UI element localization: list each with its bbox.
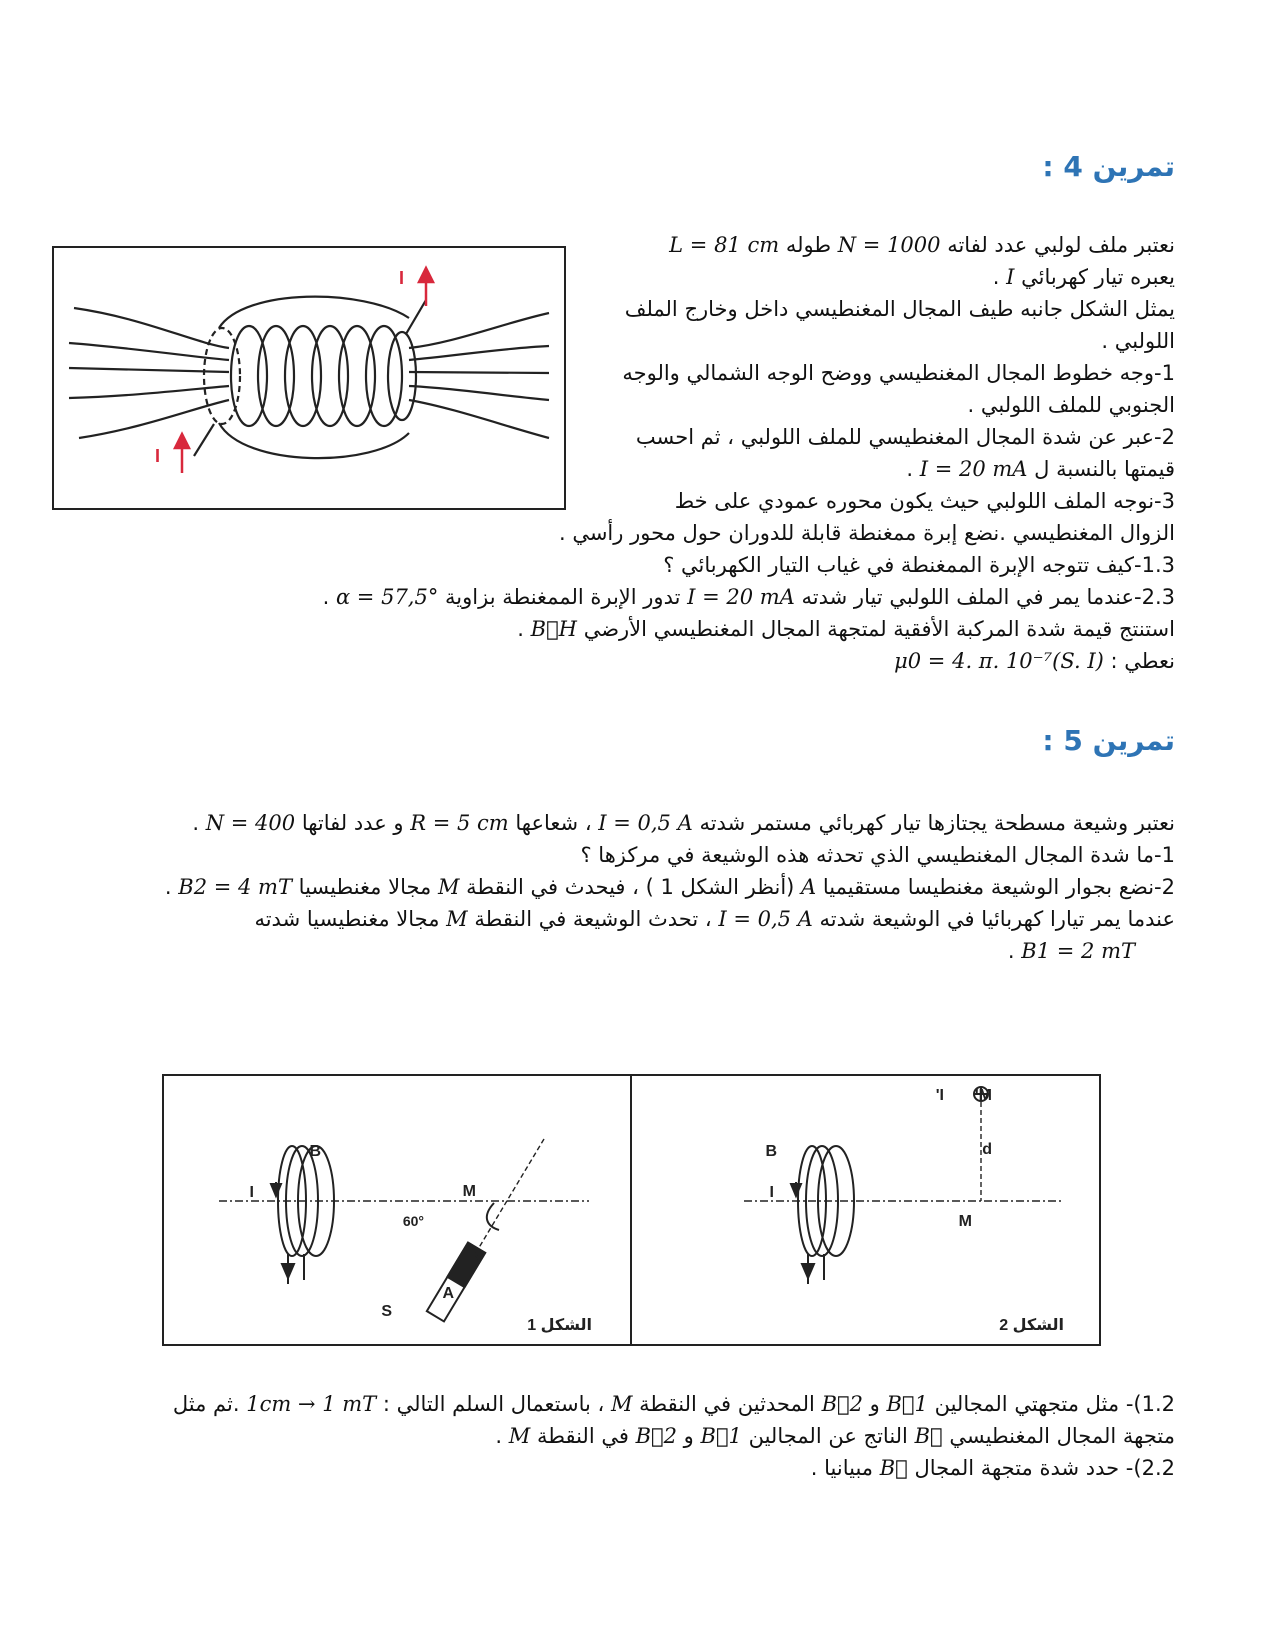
- fig2-label-Mprime: M': [974, 1087, 992, 1104]
- text: (أنظر الشكل 1 ) ، فيحدث في النقطة: [466, 875, 795, 899]
- text: ، باستعمال السلم التالي :: [382, 1392, 605, 1416]
- text: يعبره تيار كهربائي: [1021, 265, 1175, 289]
- text: .: [322, 585, 330, 609]
- ex4-line-3: يمثل الشكل جانبه طيف المجال المغنطيسي داخل وخارج الملف: [624, 297, 1175, 321]
- ex5-q22-line: [811, 1452, 1175, 1484]
- field-line: [219, 423, 409, 458]
- ex4-line-5: 1-وجه خطوط المجال المغنطيسي ووضح الوجه الشمالي والوجه: [622, 361, 1175, 385]
- fig1-label-N: N: [470, 1248, 482, 1265]
- coil-turn: [366, 326, 402, 426]
- math-M: M: [610, 1392, 633, 1416]
- text: 2.3-عندما يمر في الملف اللولبي تيار شدته: [801, 585, 1175, 609]
- fig1-label-B: B: [309, 1143, 321, 1160]
- fig2-label-M: M: [958, 1213, 972, 1230]
- exercise-5-title: تمرين 5 :: [1042, 724, 1175, 757]
- field-line: [409, 372, 549, 373]
- text: 1.2)- مثل متجهتي المجالين: [934, 1392, 1175, 1416]
- ex4-line-11: 1.3-كيف تتوجه الإبرة الممغنطة في غياب التيار الكهربائي ؟: [663, 553, 1175, 577]
- ex4-line-1: [669, 229, 1175, 261]
- ex4-line-8: [906, 453, 1175, 485]
- math-I: I = 20 mA: [687, 585, 795, 609]
- fig1-label-I: I: [249, 1184, 254, 1201]
- field-line: [409, 313, 549, 348]
- ex5-line-1: [192, 807, 1175, 839]
- math-alpha: α = 57,5°: [335, 585, 439, 609]
- text: .: [906, 457, 914, 481]
- text: نعطي :: [1110, 649, 1175, 673]
- text: .: [495, 1424, 503, 1448]
- ex4-line-10: الزوال المغنطيسي .نضع إبرة ممغنطة قابلة للدوران حول محور رأسي .: [558, 521, 1175, 545]
- solenoid-field-lines-drawing: [54, 248, 564, 508]
- ex4-line-4: اللولبي .: [1101, 329, 1175, 353]
- math-M: M: [508, 1424, 531, 1448]
- math-M: M: [446, 907, 468, 931]
- math-B2: B⃗2: [821, 1392, 863, 1416]
- coil-turn: [285, 326, 321, 426]
- fig1-label-angle: 60°: [402, 1213, 424, 1229]
- text: قيمتها بالنسبة ل: [1034, 457, 1175, 481]
- math-BH: B⃗H: [530, 617, 577, 641]
- math-R: R = 5 cm: [410, 811, 509, 835]
- current-arrow-down: [802, 1264, 814, 1278]
- ex4-line-9: 3-نوجه الملف اللولبي حيث يكون محوره عمودي على خط: [674, 489, 1175, 513]
- math-scale: 1cm → 1 mT: [246, 1392, 377, 1416]
- ex5-line-3: [165, 871, 1175, 903]
- math-B1: B⃗1: [886, 1392, 928, 1416]
- coil-turn: [339, 326, 375, 426]
- fig1-label-M: M: [462, 1183, 476, 1200]
- ex5-line-5: [1008, 935, 1135, 967]
- fig2-label-d: d: [982, 1141, 992, 1158]
- text: في النقطة: [536, 1424, 629, 1448]
- text: ، شعاعها: [515, 811, 592, 835]
- text: .: [517, 617, 524, 641]
- text: .: [164, 875, 172, 899]
- text: و: [869, 1392, 880, 1416]
- field-line: [79, 400, 229, 438]
- exercise-4-title: تمرين 4 :: [1042, 150, 1175, 183]
- current-arrow-down: [282, 1264, 294, 1278]
- fig2-caption: الشكل 2: [999, 1317, 1064, 1334]
- text: .: [192, 811, 200, 835]
- text: و: [683, 1424, 694, 1448]
- text: .: [992, 265, 1000, 289]
- current-label-top: I: [398, 268, 404, 288]
- text: استنتج قيمة شدة المركبة الأفقية لمتجهة المجال المغنطيسي الأرضي: [583, 617, 1175, 641]
- coil-figures-drawing: [164, 1076, 1099, 1344]
- text: تدور الإبرة الممغنطة بزاوية: [445, 585, 681, 609]
- math-N: N = 400: [205, 811, 296, 835]
- math-mu0: μ0 = 4. π. 10⁻⁷(S. I): [894, 649, 1104, 673]
- coil-turn: [258, 326, 294, 426]
- math-N: N = 1000: [837, 233, 941, 257]
- text: طوله: [785, 233, 832, 257]
- math-A: A: [801, 875, 817, 899]
- solenoid-figure: [52, 246, 566, 510]
- text: مجالا مغنطيسيا: [298, 875, 432, 899]
- text: 2-نضع بجوار الوشيعة مغنطيسا مستقيميا: [822, 875, 1175, 899]
- field-line: [219, 297, 409, 328]
- math-L: L = 81 cm: [669, 233, 780, 257]
- math-M: M: [437, 875, 460, 899]
- ex5-q12-line-1: [173, 1388, 1175, 1420]
- math-I: I = 0,5 A: [598, 811, 693, 835]
- math-B1: B1 = 2 mT: [1021, 939, 1135, 963]
- fig1-label-S: S: [381, 1303, 392, 1320]
- field-line: [409, 400, 549, 438]
- text: نعتبر ملف لولبي عدد لفاته: [947, 233, 1175, 257]
- coil-turn: [312, 326, 348, 426]
- figure-1: [219, 1139, 589, 1321]
- text: الناتج عن المجالين: [748, 1424, 908, 1448]
- fig2-label-I: I: [769, 1184, 774, 1201]
- math-I: I: [1006, 265, 1015, 289]
- ex4-line-6: الجنوبي للملف اللولبي .: [967, 393, 1175, 417]
- text: متجهة المجال المغنطيسي: [949, 1424, 1175, 1448]
- ex4-line-2: [993, 261, 1175, 293]
- current-label-bottom: I: [154, 446, 160, 466]
- text: مجالا مغنطيسيا شدته: [254, 907, 440, 931]
- text: 2.2)- حدد شدة متجهة المجال: [914, 1456, 1175, 1480]
- fig2-label-Iprime: I': [935, 1087, 944, 1104]
- text: عندما يمر تيارا كهربائيا في الوشيعة شدته: [819, 907, 1175, 931]
- math-I: I = 20 mA: [919, 457, 1028, 481]
- math-B: B⃗: [879, 1456, 908, 1480]
- fig1-label-A: A: [442, 1285, 454, 1302]
- ex4-line-13: [517, 613, 1175, 645]
- text: مبيانيا .: [810, 1456, 874, 1480]
- ex5-line-4: [254, 903, 1175, 935]
- math-B2: B2 = 4 mT: [178, 875, 292, 899]
- math-B: B⃗: [914, 1424, 943, 1448]
- math-B1: B⃗1: [700, 1424, 742, 1448]
- text: نعتبر وشيعة مسطحة يجتازها تيار كهربائي مستمر شدته: [699, 811, 1175, 835]
- math-I: I = 0,5 A: [718, 907, 813, 931]
- coil-turn: [231, 326, 267, 426]
- lead-wire: [194, 424, 214, 456]
- field-line: [409, 346, 549, 360]
- text: .: [1007, 939, 1015, 963]
- ex5-q12-line-2: [495, 1420, 1175, 1452]
- text: المحدثين في النقطة: [639, 1392, 815, 1416]
- field-line: [409, 386, 549, 400]
- ex4-line-7: 2-عبر عن شدة المجال المغنطيسي للملف اللولبي ، ثم احسب: [635, 425, 1175, 449]
- math-B2: B⃗2: [635, 1424, 677, 1448]
- ex5-line-2: 1-ما شدة المجال المغنطيسي الذي تحدثه هذه الوشيعة في مركزها ؟: [580, 843, 1175, 867]
- text: و عدد لفاتها: [301, 811, 404, 835]
- text: ، تحدث الوشيعة في النقطة: [474, 907, 712, 931]
- field-line: [69, 343, 229, 360]
- fig2-label-B: B: [765, 1143, 777, 1160]
- ex4-line-14: [894, 645, 1175, 677]
- fig1-caption: الشكل 1: [527, 1317, 592, 1334]
- ex4-line-12: [323, 581, 1175, 613]
- figure-2: [744, 1087, 1064, 1284]
- coil-figures-box: [162, 1074, 1101, 1346]
- text: .ثم مثل: [172, 1392, 240, 1416]
- field-line: [74, 308, 229, 348]
